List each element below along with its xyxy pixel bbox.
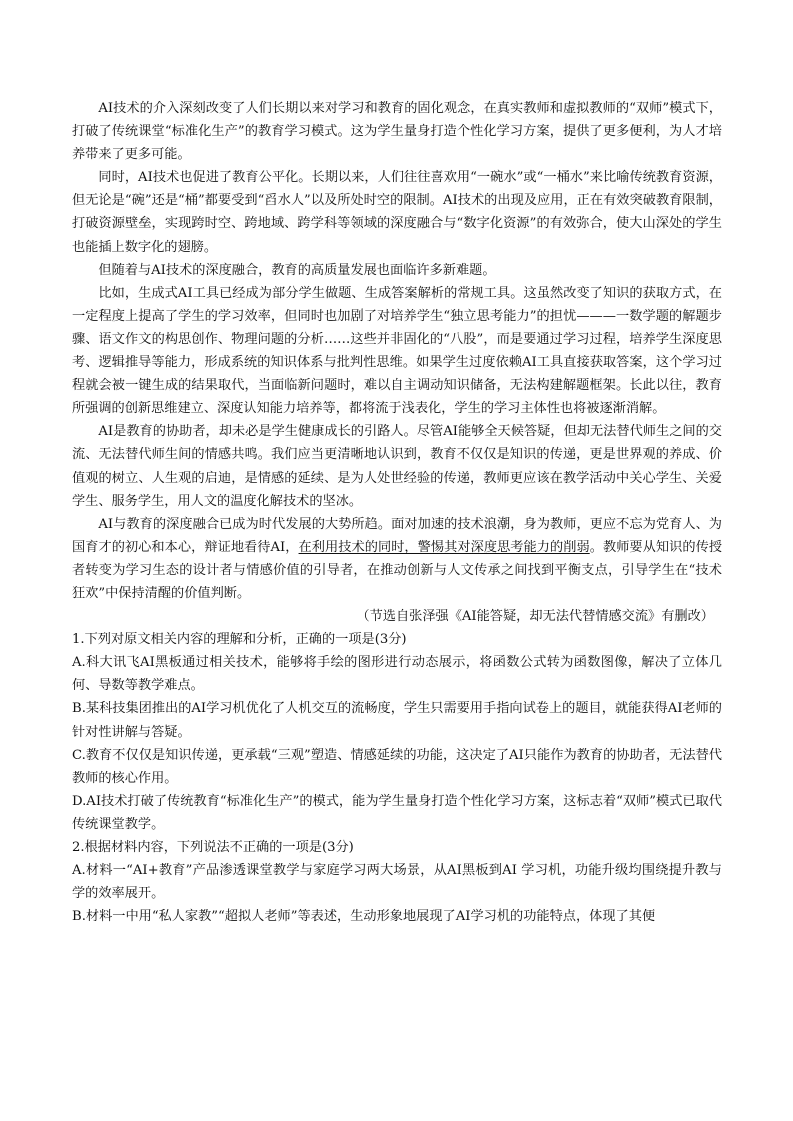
paragraph-1: AI技术的介入深刻改变了人们长期以来对学习和教育的固化观念，在真实教师和虚拟教师的“双师”模式下，打破了传统课堂“标准化生产”的教育学习模式。这为学生量身打造个性化学习方案，提供了更多便利，为人才培养带来了更多可能。 — [72, 101, 722, 163]
paragraph-5: AI是教育的协助者，却未必是学生健康成长的引路人。尽管AI能够全天候答疑，但却无法替代师生之间的交流、无法替代师生间的情感共鸣。我们应当更清晰地认识到，教育不仅仅是知识的传递，更是世界观的养成、价值观的树立、人生观的启迪，是情感的延续、是为人处世经验的传递，教师更应该在教学活动中关心学生、关爱学生、服务学生，用人文的温度化解技术的坚冰。 — [72, 424, 722, 509]
document-body — [72, 97, 722, 928]
paragraph-3: 但随着与AI技术的深度融合，教育的高质量发展也面临许多新难题。 — [98, 262, 496, 278]
paragraph-6-text-start: AI与教育的深度融合已成为时代发展的大势所趋。面对加速的技术浪潮，身为教师，更应不忘为党育人、为国育才的初心和本心，辩证地看待AI， — [72, 516, 722, 555]
source-citation: （节选自张泽强《AI能答疑，却无法代替情感交流》有删改） — [356, 609, 714, 625]
paragraph-6 — [72, 513, 722, 605]
question-2-option-b: B.材料一中用“私人家教”“超拟人老师”等表述，生动形象地展现了AI学习机的功能特点，体现了其便 — [72, 909, 656, 925]
underlined-phrase: 在利用技术的同时，警惕其对深度思考能力的削弱 — [298, 539, 590, 555]
question-2-stem: 2.根据材料内容，下列说法不正确的一项是(3分) — [72, 840, 354, 855]
question-1-option-d: D.AI技术打破了传统教育“标准化生产”的模式，能为学生量身打造个性化学习方案，这标志着“双师”模式已取代传统课堂教学。 — [72, 793, 722, 832]
paragraph-4: 比如，生成式AI工具已经成为部分学生做题、生成答案解析的常规工具。这虽然改变了知识的获取方式，在一定程度上提高了学生的学习效率，但同时也加剧了对培养学生“独立思考能力”的担忧———一数学题的解题步骤、语文作文的构思创作、物理问题的分析……这些并非固化的“八股”，而是要通过学习过程，培养学生深度思考、逻辑推导等能力，形成系统的知识体系与批判性思维。如果学生过度依赖AI工具直接获取答案，这个学习过程就会被一键生成的结果取代，当面临新问题时，难以自主调动知识储备，无法构建解题框架。长此以往，教育所强调的创新思维建立、深度认知能力培养等，都将流于浅表化，学生的学习主体性也将被逐渐消解。 — [72, 285, 722, 417]
question-1-option-a: A.科大讯飞AI黑板通过相关技术，能够将手绘的图形进行动态展示，将函数公式转为函数图像，解决了立体几何、导数等教学难点。 — [72, 655, 722, 694]
question-2-option-a: A.材料一“AI+教育”产品渗透课堂教学与家庭学习两大场景，从AI黑板到AI 学习机，功能升级均围绕提升教与学的效率展开。 — [72, 863, 722, 902]
question-1-stem: 1.下列对原文相关内容的理解和分析，正确的一项是(3分) — [72, 632, 407, 648]
question-1-option-b: B.某科技集团推出的AI学习机优化了人机交互的流畅度，学生只需要用手指向试卷上的题目，就能获得AI老师的针对性讲解与答疑。 — [72, 701, 722, 740]
question-1-option-c: C.教育不仅仅是知识传递，更承载“三观”塑造、情感延续的功能，这决定了AI只能作为教育的协助者，无法替代教师的核心作用。 — [72, 747, 722, 786]
paragraph-6-text-end: 。教师要从知识的传授者转变为学习生态的设计者与情感价值的引导者，在推动创新与人文传承之间找到平衡支点，引导学生在“技术狂欢”中保持清醒的价值判断。 — [72, 539, 723, 601]
paragraph-2: 同时，AI技术也促进了教育公平化。长期以来，人们往往喜欢用“一碗水”或“一桶水”来比喻传统教育资源，但无论是“碗”还是“桶”都要受到“舀水人”以及所处时空的限制。AI技术的出现及应用，正在有效突破教育限制，打破资源壁垒，实现跨时空、跨地域、跨学科等领域的深度融合与“数字化资源”的有效弥合，使大山深处的学生也能插上数字化的翅膀。 — [72, 170, 722, 255]
